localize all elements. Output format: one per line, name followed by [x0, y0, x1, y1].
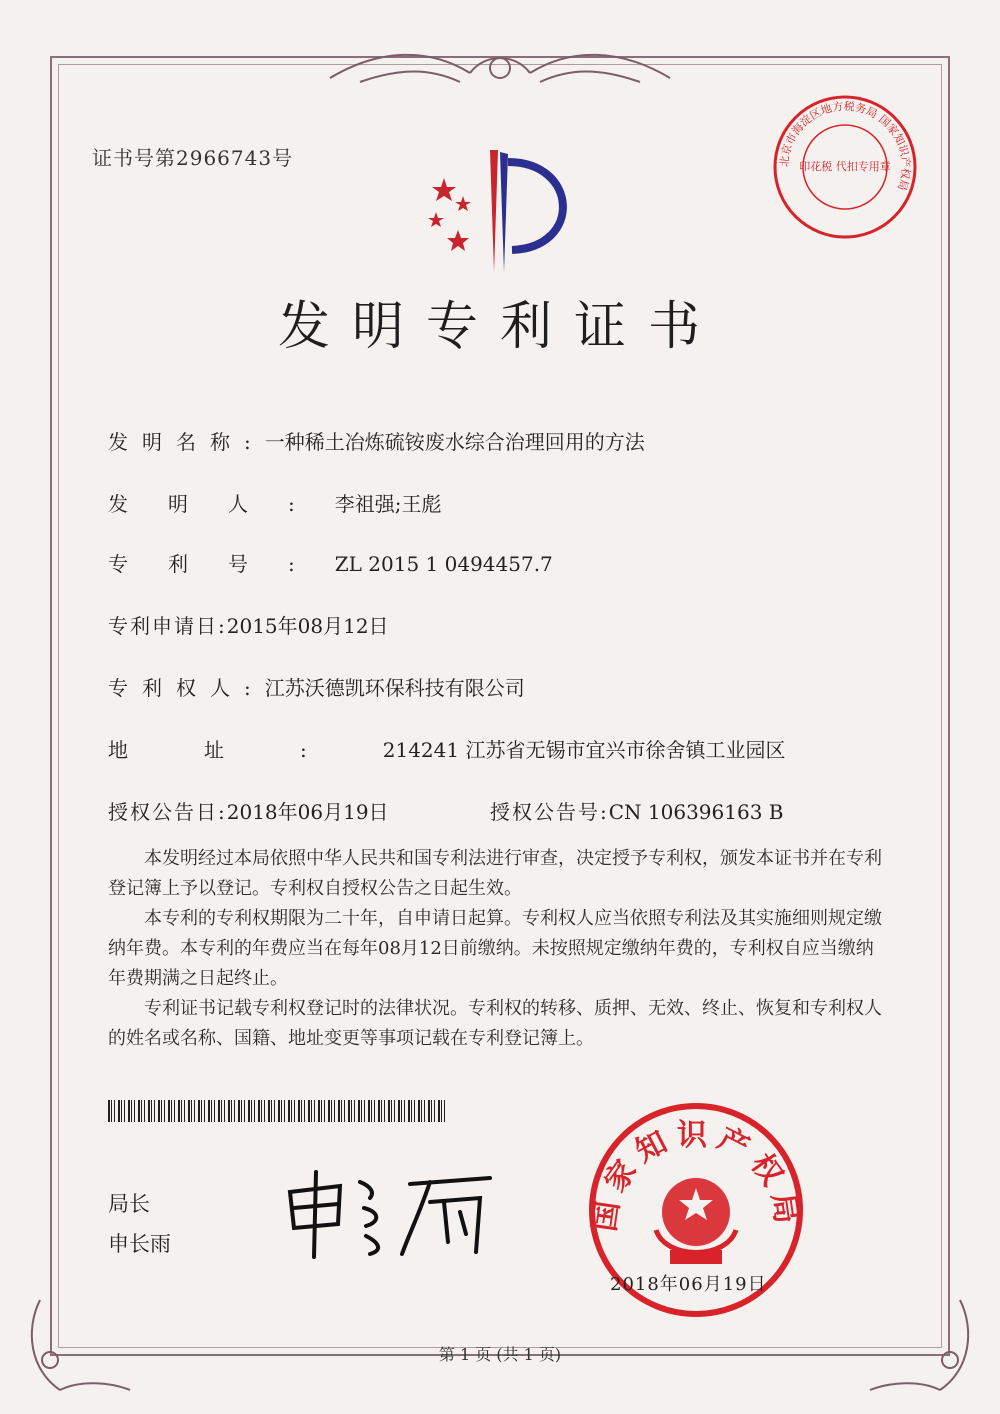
address-row [108, 734, 785, 763]
seal-ring-text: 国家知识产权局 [587, 1118, 805, 1234]
inventor-value: 李祖强;王彪 [334, 492, 442, 516]
invention-name-row [108, 426, 645, 455]
grant-number-value: CN 106396163 B [608, 800, 784, 824]
cnipa-logo-icon [408, 142, 588, 282]
director-name: 申长雨 [108, 1232, 171, 1256]
top-ornament-icon [320, 38, 680, 98]
invention-name-value: 一种稀土冶炼硫铵废水综合治理回用的方法 [264, 430, 645, 454]
svg-text:北京市海淀区地方税务局 国家知识产权局 [778, 99, 913, 192]
patentee-label: 专利权人: [108, 676, 265, 700]
tax-seal-ring-text: 北京市海淀区地方税务局 国家知识产权局 [777, 99, 913, 193]
page-footer: 第 1 页 (共 1 页) [438, 1345, 562, 1364]
tax-seal-center-text: 印花税 代扣专用章 [799, 160, 891, 173]
page-title: 发明专利证书 [277, 297, 722, 357]
application-date-value: 2015年08月12日 [226, 614, 389, 638]
inventor-label: 发明人: [108, 492, 335, 516]
address-value: 214241 江苏省无锡市宜兴市徐舍镇工业园区 [382, 738, 786, 762]
grant-date-label: 授权公告日: [108, 800, 227, 824]
patent-number-label: 专利号: [108, 552, 335, 576]
grant-date-value: 2018年06月19日 [226, 800, 389, 824]
patent-number-value: ZL 2015 1 0494457.7 [334, 552, 553, 576]
patentee-row [108, 672, 525, 701]
barcode-icon [108, 1100, 448, 1122]
director-title: 局长 [108, 1192, 150, 1216]
address-label: 地址: [108, 738, 383, 762]
certificate-number: 证书号第2966743号 [92, 146, 294, 170]
seal-date: 2018年06月19日 [610, 1274, 767, 1295]
application-date-label: 专利申请日: [108, 614, 227, 638]
paragraph-3: 专利证书记载专利权登记时的法律状况。专利权的转移、质押、无效、终止、恢复和专利权人的姓名或名称、国籍、地址变更等事项记载在专利登记簿上。 [108, 998, 882, 1049]
grant-date-row [108, 796, 389, 825]
director-signature-icon [280, 1162, 510, 1262]
tax-seal-icon [770, 92, 920, 242]
patentee-value: 江苏沃德凯环保科技有限公司 [264, 676, 525, 700]
patent-number-row [108, 548, 553, 577]
grant-number-row [490, 796, 784, 825]
invention-name-label: 发明名称: [108, 430, 265, 454]
inventor-row [108, 488, 442, 517]
paragraph-1: 本发明经过本局依照中华人民共和国专利法进行审查，决定授予专利权，颁发本证书并在专利登记簿上予以登记。专利权自授权公告之日起生效。 [108, 848, 882, 899]
grant-number-label: 授权公告号: [490, 800, 609, 824]
application-date-row [108, 610, 389, 639]
paragraph-2: 本专利的专利权期限为二十年，自申请日起算。专利权人应当依照专利法及其实施细则规定缴纳年费。本专利的年费应当在每年08月12日前缴纳。未按照规定缴纳年费的，专利权自应当缴纳年费期满之日起终止。 [108, 908, 882, 989]
